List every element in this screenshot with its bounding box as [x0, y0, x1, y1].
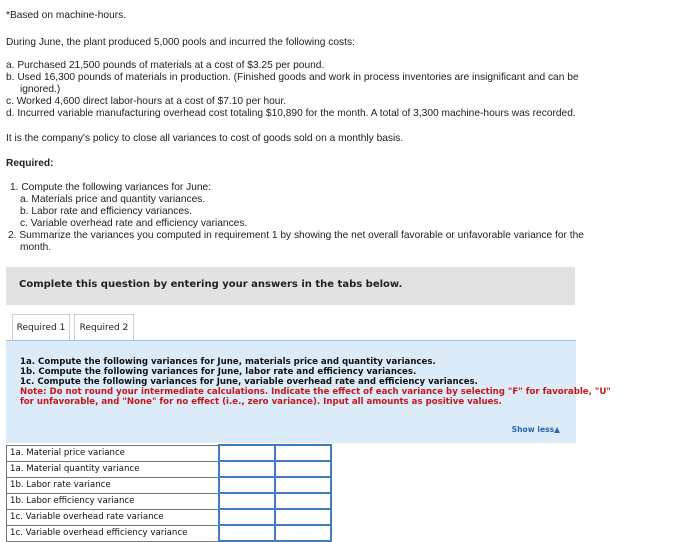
effect-select[interactable]	[275, 445, 331, 461]
intro-text: During June, the plant produced 5,000 pools and incurred the following costs:	[6, 37, 355, 48]
requirement-2-cont: month.	[20, 242, 52, 253]
effect-select[interactable]	[275, 509, 331, 525]
table-row	[7, 509, 332, 525]
amount-input[interactable]	[219, 477, 275, 493]
footnote-machine-hours: *Based on machine-hours.	[6, 10, 127, 21]
amount-input[interactable]	[219, 509, 275, 525]
row-label: 1a. Material quantity variance	[7, 461, 220, 477]
row-label: 1a. Material price variance	[7, 445, 220, 461]
table-row	[7, 477, 332, 493]
panel-note-line-2: for unfavorable, and "None" for no effect (i.e., zero variance). Input all amounts as positive values.	[20, 397, 502, 407]
answer-table	[6, 444, 332, 542]
requirement-1c: c. Variable overhead rate and efficiency variances.	[20, 218, 248, 229]
cost-item-d: d. Incurred variable manufacturing overhead cost totaling $10,890 for the month. A total of 3,300 machine-hours was recorded.	[6, 108, 576, 119]
cost-item-b: b. Used 16,300 pounds of materials in production. (Finished goods and work in process inventories are insignificant and can be	[6, 72, 579, 83]
amount-input[interactable]	[219, 445, 275, 461]
cost-item-b-cont: ignored.)	[20, 84, 61, 95]
effect-select[interactable]	[275, 525, 331, 541]
row-label: 1b. Labor efficiency variance	[7, 493, 220, 509]
banner-text: Complete this question by entering your answers in the tabs below.	[19, 279, 403, 290]
panel-line-1a: 1a. Compute the following variances for June, materials price and quantity variances.	[20, 357, 436, 367]
amount-input[interactable]	[219, 525, 275, 541]
cost-item-a: a. Purchased 21,500 pounds of materials at a cost of $3.25 per pound.	[6, 60, 325, 71]
table-row	[7, 461, 332, 477]
row-label: 1c. Variable overhead rate variance	[7, 509, 220, 525]
table-row	[7, 525, 332, 541]
instruction-banner	[6, 267, 575, 305]
requirement-1b: b. Labor rate and efficiency variances.	[20, 206, 192, 217]
policy-text: It is the company's policy to close all variances to cost of goods sold on a monthly basis.	[6, 133, 404, 144]
required-heading: Required:	[6, 158, 54, 169]
panel-note-line-1: Note: Do not round your intermediate calculations. Indicate the effect of each variance by selecting "F" for favorable, "U"	[20, 387, 611, 397]
row-label: 1b. Labor rate variance	[7, 477, 220, 493]
panel-line-1b: 1b. Compute the following variances for June, labor rate and efficiency variances.	[20, 367, 417, 377]
tab-required-2[interactable]: Required 2	[74, 314, 134, 341]
requirement-2: 2. Summarize the variances you computed in requirement 1 by showing the net overall favorable or unfavorable variance for the	[8, 230, 584, 241]
show-less-link[interactable]: Show less▲	[511, 425, 560, 434]
table-row	[7, 445, 332, 461]
amount-input[interactable]	[219, 493, 275, 509]
question-panel	[6, 340, 611, 443]
table-row	[7, 493, 332, 509]
effect-select[interactable]	[275, 477, 331, 493]
panel-line-1c: 1c. Compute the following variances for June, variable overhead rate and efficiency variances.	[20, 377, 478, 387]
requirement-1: 1. Compute the following variances for June:	[10, 182, 212, 193]
effect-select[interactable]	[275, 493, 331, 509]
row-label: 1c. Variable overhead efficiency variance	[7, 525, 220, 541]
cost-item-c: c. Worked 4,600 direct labor-hours at a cost of $7.10 per hour.	[6, 96, 287, 107]
effect-select[interactable]	[275, 461, 331, 477]
amount-input[interactable]	[219, 461, 275, 477]
requirement-1a: a. Materials price and quantity variances.	[20, 194, 206, 205]
tab-required-1[interactable]: Required 1	[12, 314, 70, 341]
